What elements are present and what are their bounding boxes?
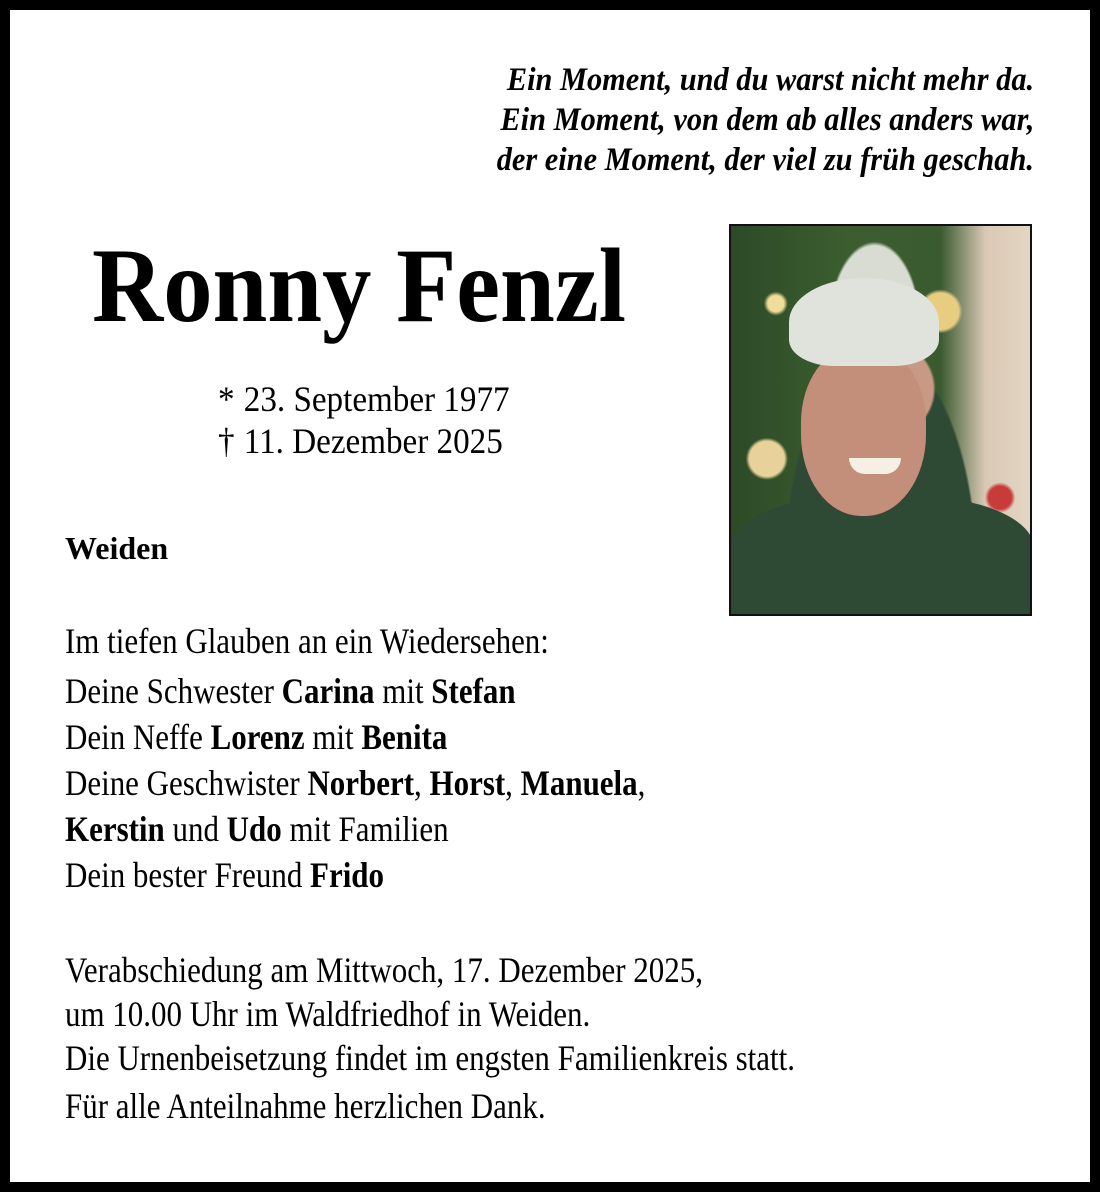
mourner-name: Benita — [361, 717, 448, 757]
mourner-row: Dein bester Freund Frido — [65, 855, 385, 895]
poem-line: der eine Moment, der viel zu früh geschah. — [496, 142, 1034, 178]
birth-star-icon: * — [218, 379, 235, 419]
deceased-name-block — [92, 226, 666, 346]
mourner-row: Deine Schwester Carina mit Stefan — [65, 671, 516, 711]
photo-smile — [849, 458, 901, 474]
mourners-intro: Im tiefen Glauben an ein Wiedersehen: — [65, 621, 549, 661]
birth-date: 23. September 1977 — [243, 379, 510, 419]
mourner-name: Stefan — [431, 671, 516, 711]
photo-cap — [789, 278, 939, 366]
poem-line: Ein Moment, und du warst nicht mehr da. — [506, 62, 1034, 98]
mourner-name: Horst — [429, 763, 506, 803]
mourner-name: Carina — [281, 671, 375, 711]
mourner-name: Norbert — [307, 763, 415, 803]
photo-jacket — [731, 496, 1032, 616]
service-line: um 10.00 Uhr im Waldfriedhof in Weiden. — [65, 994, 591, 1034]
hometown: Weiden — [65, 530, 169, 566]
photo-face — [801, 346, 926, 516]
service-line: Die Urnenbeisetzung findet im engsten Familienkreis statt. — [65, 1038, 795, 1078]
mourner-name: Kerstin — [65, 809, 165, 849]
deceased-name: Ronny Fenzl — [92, 227, 627, 344]
poem-line: Ein Moment, von dem ab alles anders war, — [500, 102, 1034, 138]
mourner-row: Kerstin und Udo mit Familien — [65, 809, 449, 849]
mourner-row: Deine Geschwister Norbert, Horst, Manuela, — [65, 763, 646, 803]
place-block — [65, 528, 168, 568]
portrait-photo — [729, 224, 1032, 616]
life-dates — [218, 378, 535, 462]
mourner-name: Udo — [226, 809, 282, 849]
mourners-list — [65, 618, 740, 898]
memorial-poem — [450, 60, 1034, 180]
thanks-line: Für alle Anteilnahme herzlichen Dank. — [65, 1086, 546, 1126]
death-cross-icon: † — [218, 421, 235, 461]
service-line: Verabschiedung am Mittwoch, 17. Dezember 2025, — [65, 950, 703, 990]
death-date: 11. Dezember 2025 — [243, 421, 503, 461]
mourner-name: Manuela — [520, 763, 638, 803]
mourner-name: Frido — [310, 855, 385, 895]
mourner-name: Lorenz — [210, 717, 305, 757]
mourner-row: Dein Neffe Lorenz mit Benita — [65, 717, 448, 757]
service-details — [65, 948, 914, 1128]
